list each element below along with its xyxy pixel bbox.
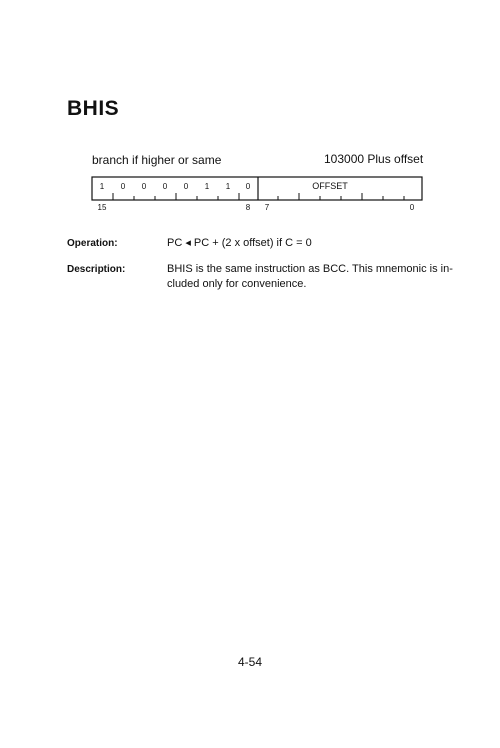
bit-9: 1 — [225, 182, 231, 191]
description-label: Description: — [67, 264, 126, 275]
bit-position-7: 7 — [264, 203, 270, 212]
bit-encoding-diagram — [90, 176, 430, 216]
bit-position-15: 15 — [97, 203, 107, 212]
bit-13: 0 — [141, 182, 147, 191]
bit-15: 1 — [99, 182, 105, 191]
bit-11: 0 — [183, 182, 189, 191]
description-text: BHIS is the same instruction as BCC. This mnemonic is in- cluded only for convenience. — [167, 263, 453, 290]
opcode-text: 103000 Plus offset — [324, 152, 424, 166]
bit-position-8: 8 — [245, 203, 251, 212]
offset-field-label: OFFSET — [312, 181, 348, 191]
instruction-name: branch if higher or same — [92, 153, 222, 167]
bit-position-0: 0 — [409, 203, 415, 212]
bit-12: 0 — [162, 182, 168, 191]
bit-encoding-svg — [90, 176, 430, 216]
tick-marks-high — [113, 193, 239, 200]
page-title: BHIS — [67, 97, 120, 120]
bit-8: 0 — [245, 182, 251, 191]
page-number: 4-54 — [237, 655, 263, 669]
tick-marks-low — [278, 193, 404, 200]
operation-text: PC ◂ PC + (2 x offset) if C = 0 — [167, 237, 312, 249]
bit-14: 0 — [120, 182, 126, 191]
operation-label: Operation: — [67, 238, 118, 249]
bit-10: 1 — [204, 182, 210, 191]
